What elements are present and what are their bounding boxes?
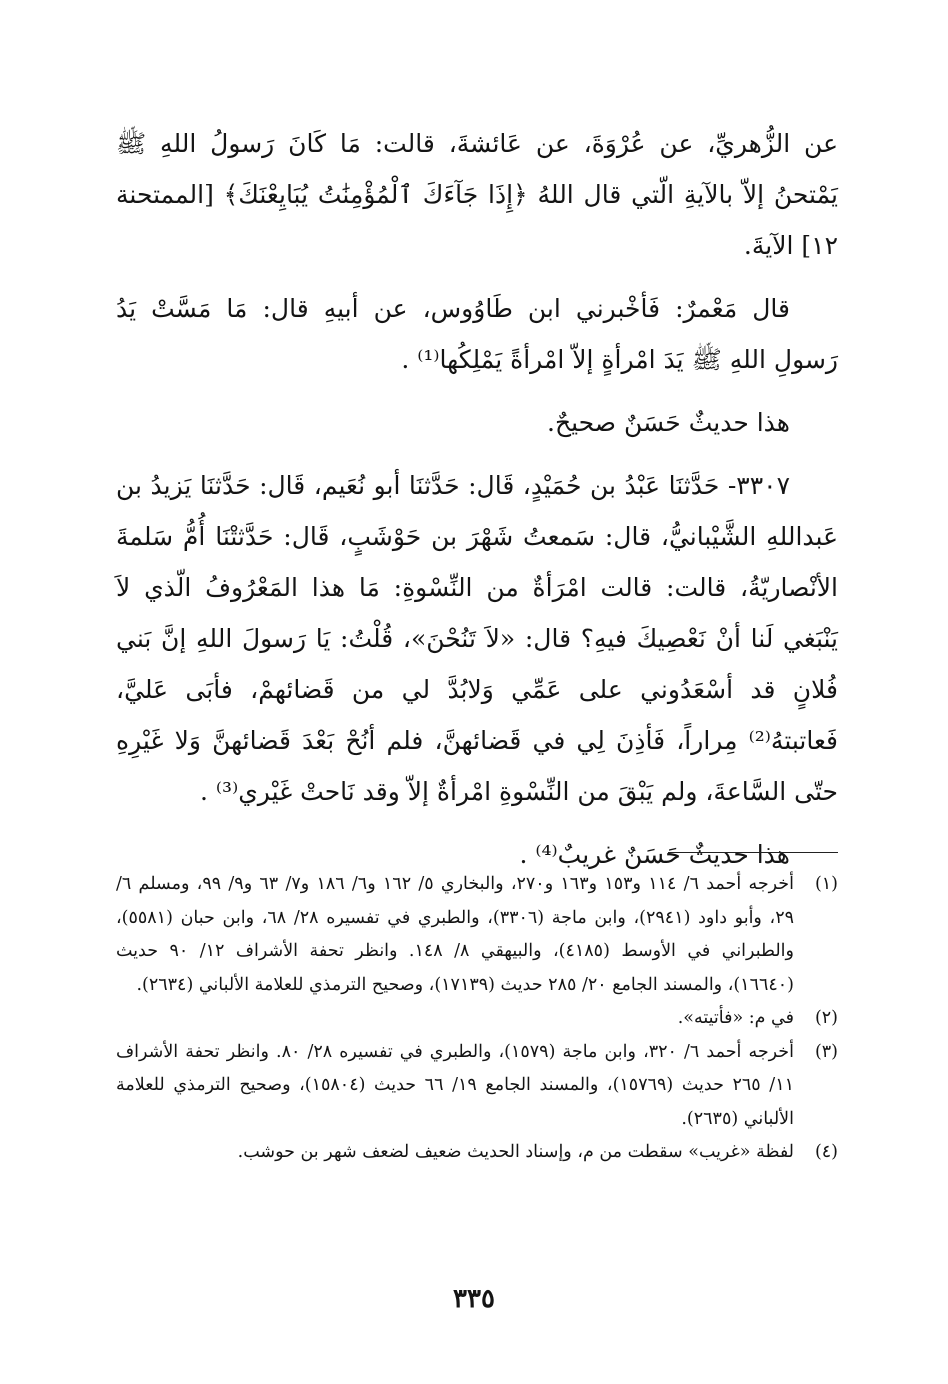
- footnote-text: أخرجه أحمد ٦/ ١١٤ و١٥٣ و١٦٣ و٢٧٠، والبخاري ٥/ ١٦٢ و٦/ ١٨٦ و٧/ ٦٣ و٩/ ٩٩، ومسلم ٦/ ٢٩، وأبو داود (٢٩٤١)، وابن ماجة (٣٣٠٦)، والطبري في تفسيره ٢٨/ ٦٨، وابن حبان (٥٥٨١)، والطبراني في الأوسط (٤١٨٥)، والبيهقي ٨/ ١٤٨. وانظر تحفة الأشراف ١٢/ ٩٠ حديث (١٦٦٤٠)، والمسند الجامع ٢٠/ ٢٨٥ حديث (١٧١٣٩)، وصحيح الترمذي للعلامة الألباني (٢٦٣٤).: [116, 874, 795, 995]
- page-number: ٣٣٥: [453, 1284, 495, 1314]
- footnote-number: (٤): [814, 1142, 838, 1162]
- footnote-separator: [668, 852, 838, 853]
- footnote-3: [116, 1036, 838, 1137]
- footnote-text: أخرجه أحمد ٦/ ٣٢٠، وابن ماجة (١٥٧٩)، والطبري في تفسيره ٢٨/ ٨٠. وانظر تحفة الأشراف ١١/ ٢٦٥ حديث (١٥٧٦٩)، والمسند الجامع ١٩/ ٦٦ حديث (١٥٨٠٤)، وصحيح الترمذي للعلامة الألباني (٢٦٣٥).: [116, 1041, 794, 1129]
- main-text: [116, 118, 838, 892]
- footnote-text: لفظة «غريب» سقطت من م، وإسناد الحديث ضعيف لضعف شهر بن حوشب.: [237, 1142, 794, 1162]
- grading-sahih: هذا حديثٌ حَسَنٌ صحيحٌ.: [547, 408, 790, 437]
- footnote-number: (٣): [814, 1041, 838, 1062]
- footnote-2: [116, 1002, 838, 1036]
- footnote-number: (٢): [814, 1008, 838, 1028]
- grading-gharib: هذا حديثٌ حَسَنٌ غريبٌ⁽⁴⁾ .: [519, 840, 790, 869]
- paragraph-hadith-intro: عن الزُّهريِّ، عن عُرْوَةَ، عن عَائشةَ، قالت: مَا كَانَ رَسولُ اللهِ ﷺ يَمْتحنُ إلاّ بالآيةِ الّتي قال اللهُ ﴿إِذَا جَآءَكَ ٱلْمُؤْمِنَٰتُ يُبَايِعْنَكَ﴾ [الممتحنة ١٢] الآيةَ.: [116, 129, 838, 260]
- footnote-1: [116, 868, 838, 1002]
- footnote-separator-wrap: [116, 852, 838, 853]
- footnotes: [116, 868, 838, 1170]
- paragraph-mamar: قال مَعْمرٌ: فَأخْبرني ابن طَاوُوس، عن أبيهِ قال: مَا مَسَّتْ يَدُ رَسولِ اللهِ ﷺ يَدَ امْرأةٍ إلاّ امْرأةً يَمْلِكُها⁽¹⁾ .: [116, 294, 838, 374]
- footnote-4: [116, 1136, 838, 1170]
- footnote-number: (١): [814, 874, 838, 894]
- paragraph-hadith-3307: ٣٣٠٧- حَدَّثنَا عَبْدُ بن حُمَيْدٍ، قَال: حَدَّثنَا أبو نُعَيم، قَال: حَدَّثنَا يَزيدُ بن عَبداللهِ الشَّيْبانيُّ، قال: سَمعتُ شَهْرَ بن حَوْشَبٍ، قَال: حَدَّثتْنَا أُمُّ سَلمةَ الأنْصاريّةُ، قالت: قالت امْرَأةٌ من النِّسْوةِ: مَا هذا المَعْرُوفُ الّذي لاَ يَنْبَغي لَنا أنْ نَعْصِيكَ فيهِ؟ قال: «لاَ تَنُحْنَ»، قُلْتُ: يَا رَسولَ اللهِ إنَّ بَني فُلانٍ قد أسْعَدُوني على عَمِّي وَلابُدَّ لي من قَضائهمْ، فأبَى عَليَّ، فَعاتبتهُ⁽²⁾ مِراراً، فَأذِنَ لِي في قَضائهنَّ، فلم أنُحْ بَعْدَ قَضائهنَّ وَلا غَيْرِهِ حتّى السَّاعةَ، ولم يَبْقَ من النِّسْوةِ امْرأةٌ إلاّ وقد نَاحتْ غَيْري⁽³⁾ .: [116, 471, 838, 806]
- footnote-text: في م: «فأتيته».: [677, 1008, 794, 1028]
